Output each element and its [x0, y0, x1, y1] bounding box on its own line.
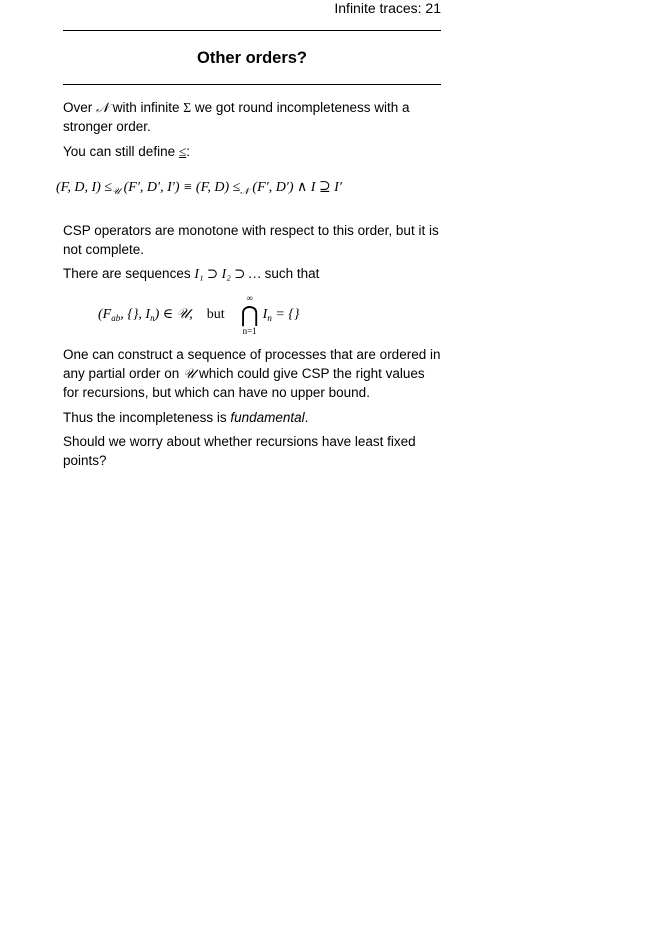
- page-header: Infinite traces: 21: [334, 0, 441, 16]
- paragraph-2: You can still define ≤:: [63, 144, 191, 159]
- paragraph-3: CSP operators are monotone with respect to this order, but it is not complete.: [63, 223, 439, 257]
- equation-sequence: ($F_{ab}$, {}, $I_n$) ∈ 𝒰, but ∞ ⋂ n=1 $I_n$ = {}: [98, 293, 300, 336]
- big-intersection: ∞ ⋂ n=1: [240, 293, 259, 336]
- title-rule: [63, 84, 441, 85]
- paragraph-6: Thus the incompleteness is fundamental.: [63, 410, 309, 425]
- slide-title: Other orders?: [196, 49, 308, 67]
- paragraph-4: There are sequences I₁ ⊃ I₂ ⊃ … such that: [63, 266, 320, 281]
- paragraph-5: One can construct a sequence of processes that are ordered in any partial order on 𝒰 which could give CSP the right values for recursions, but which can have no upper bound.: [63, 347, 441, 400]
- paragraph-7: Should we worry about whether recursions have least fixed points?: [63, 434, 416, 468]
- paragraph-1: Over 𝒩 with infinite Σ we got round incompleteness with a stronger order.: [63, 100, 410, 134]
- equation-order-definition: (F, D, $I) \le_𝒰$ (F′, D′, I′) ≡ (F, $D) \le_𝒩$ (F′, D′) ∧ I ⊇ I′: [56, 180, 342, 196]
- top-rule: [63, 30, 441, 31]
- slide-body: [56, 98, 443, 470]
